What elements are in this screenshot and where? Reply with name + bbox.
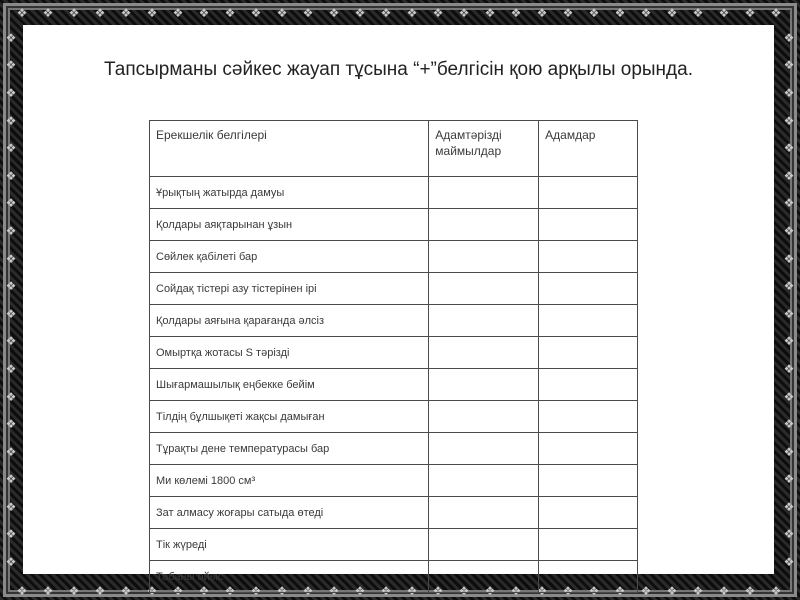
ornament-icon: ❖ — [783, 334, 795, 349]
ornament-icon: ❖ — [718, 584, 732, 598]
ornament-icon: ❖ — [5, 279, 17, 294]
ornament-icon: ❖ — [406, 584, 420, 598]
ornament-icon: ❖ — [172, 6, 186, 20]
ornament-icon: ❖ — [588, 6, 602, 20]
apes-answer-cell[interactable] — [429, 497, 539, 529]
ornament-icon: ❖ — [744, 6, 758, 20]
slide — [23, 25, 774, 583]
ornament-icon: ❖ — [146, 584, 160, 598]
ornament-icon: ❖ — [692, 6, 706, 20]
ornament-icon: ❖ — [5, 196, 17, 211]
table-row — [150, 241, 638, 273]
ornament-icon: ❖ — [783, 168, 795, 183]
ornament-icon: ❖ — [5, 251, 17, 266]
ornament-icon: ❖ — [5, 141, 17, 156]
table-row — [150, 465, 638, 497]
ornament-icon: ❖ — [5, 113, 17, 128]
ornament-icon: ❖ — [458, 6, 472, 20]
humans-answer-cell[interactable] — [539, 401, 638, 433]
ornament-icon: ❖ — [783, 361, 795, 376]
ornament-icon: ❖ — [250, 6, 264, 20]
ornament-icon: ❖ — [5, 472, 17, 487]
ornament-icon: ❖ — [5, 555, 17, 570]
ornament-icon: ❖ — [224, 6, 238, 20]
ornament-icon: ❖ — [692, 584, 706, 598]
apes-answer-cell[interactable] — [429, 273, 539, 305]
ornament-icon: ❖ — [640, 584, 654, 598]
feature-cell: Тік жүреді — [150, 529, 429, 561]
humans-answer-cell[interactable] — [539, 241, 638, 273]
feature-cell: Тілдің бұлшықеті жақсы дамыған — [150, 401, 429, 433]
humans-answer-cell[interactable] — [539, 273, 638, 305]
ornament-icon: ❖ — [68, 584, 82, 598]
ornament-icon: ❖ — [42, 6, 56, 20]
header-humans: Адамдар — [539, 121, 638, 177]
apes-answer-cell[interactable] — [429, 369, 539, 401]
ornament-icon: ❖ — [432, 584, 446, 598]
table-row — [150, 177, 638, 209]
ornament-icon: ❖ — [666, 584, 680, 598]
ornament-icon: ❖ — [783, 389, 795, 404]
table-header-row — [150, 121, 638, 177]
ornament-icon: ❖ — [68, 6, 82, 20]
ornament-icon: ❖ — [5, 85, 17, 100]
table-row — [150, 401, 638, 433]
ornament-icon: ❖ — [510, 584, 524, 598]
ornament-icon: ❖ — [783, 30, 795, 45]
ornament-icon: ❖ — [276, 584, 290, 598]
ornament-icon: ❖ — [640, 6, 654, 20]
humans-answer-cell[interactable] — [539, 337, 638, 369]
ornament-icon: ❖ — [120, 6, 134, 20]
ornament-icon: ❖ — [783, 113, 795, 128]
ornament-icon: ❖ — [783, 417, 795, 432]
ornament-icon: ❖ — [484, 6, 498, 20]
ornament-icon: ❖ — [172, 584, 186, 598]
ornament-icon: ❖ — [5, 306, 17, 321]
humans-answer-cell[interactable] — [539, 497, 638, 529]
apes-answer-cell[interactable] — [429, 561, 539, 593]
feature-cell: Табаны ойыс — [150, 561, 429, 593]
ornament-icon: ❖ — [5, 417, 17, 432]
ornament-icon: ❖ — [783, 499, 795, 514]
table-row — [150, 273, 638, 305]
table-row — [150, 337, 638, 369]
humans-answer-cell[interactable] — [539, 369, 638, 401]
ornament-icon: ❖ — [5, 444, 17, 459]
ornament-icon: ❖ — [5, 527, 17, 542]
table-row — [150, 369, 638, 401]
apes-answer-cell[interactable] — [429, 209, 539, 241]
ornament-icon: ❖ — [380, 6, 394, 20]
humans-answer-cell[interactable] — [539, 209, 638, 241]
ornament-icon: ❖ — [588, 584, 602, 598]
ornament-icon: ❖ — [718, 6, 732, 20]
ornament-icon: ❖ — [5, 499, 17, 514]
ornament-icon: ❖ — [276, 6, 290, 20]
ornament-icon: ❖ — [354, 584, 368, 598]
ornament-icon: ❖ — [198, 6, 212, 20]
header-apes: Адамтәрізді маймылдар — [429, 121, 539, 177]
ornament-icon: ❖ — [562, 584, 576, 598]
feature-cell: Қолдары аяғына қарағанда әлсіз — [150, 305, 429, 337]
ornament-icon: ❖ — [770, 584, 784, 598]
table-row — [150, 433, 638, 465]
ornament-icon: ❖ — [783, 141, 795, 156]
ornament-icon: ❖ — [510, 6, 524, 20]
ornament-icon: ❖ — [770, 6, 784, 20]
ornament-icon: ❖ — [302, 584, 316, 598]
ornament-icon: ❖ — [614, 584, 628, 598]
ornament-row-top — [10, 6, 790, 20]
feature-cell: Зат алмасу жоғары сатыда өтеді — [150, 497, 429, 529]
ornament-icon: ❖ — [146, 6, 160, 20]
ornament-icon: ❖ — [302, 6, 316, 20]
table-row — [150, 561, 638, 593]
ornament-icon: ❖ — [16, 6, 30, 20]
apes-answer-cell[interactable] — [429, 465, 539, 497]
ornament-icon: ❖ — [783, 472, 795, 487]
ornament-icon: ❖ — [16, 584, 30, 598]
ornament-icon: ❖ — [614, 6, 628, 20]
ornament-icon: ❖ — [783, 444, 795, 459]
ornament-icon: ❖ — [94, 584, 108, 598]
table-row — [150, 305, 638, 337]
ornament-column-right — [782, 24, 796, 576]
ornament-icon: ❖ — [328, 6, 342, 20]
apes-answer-cell[interactable] — [429, 305, 539, 337]
ornament-icon: ❖ — [783, 58, 795, 73]
feature-cell: Сөйлек қабілеті бар — [150, 241, 429, 273]
ornament-icon: ❖ — [406, 6, 420, 20]
humans-answer-cell[interactable] — [539, 465, 638, 497]
ornament-icon: ❖ — [458, 584, 472, 598]
ornament-icon: ❖ — [354, 6, 368, 20]
ornament-icon: ❖ — [120, 584, 134, 598]
ornament-icon: ❖ — [783, 279, 795, 294]
feature-cell: Сойдақ тістері азу тістерінен ірі — [150, 273, 429, 305]
ornament-icon: ❖ — [783, 85, 795, 100]
table-row — [150, 209, 638, 241]
feature-cell: Ми көлемі 1800 см³ — [150, 465, 429, 497]
ornament-icon: ❖ — [666, 6, 680, 20]
humans-answer-cell[interactable] — [539, 529, 638, 561]
ornament-icon: ❖ — [5, 334, 17, 349]
ornament-icon: ❖ — [783, 223, 795, 238]
ornament-icon: ❖ — [783, 555, 795, 570]
ornament-icon: ❖ — [380, 584, 394, 598]
ornament-icon: ❖ — [5, 58, 17, 73]
ornament-icon: ❖ — [744, 584, 758, 598]
feature-cell: Ұрықтың жатырда дамуы — [150, 177, 429, 209]
ornament-icon: ❖ — [5, 223, 17, 238]
ornament-icon: ❖ — [562, 6, 576, 20]
feature-cell: Қолдары аяқтарынан ұзын — [150, 209, 429, 241]
ornament-column-left — [4, 24, 18, 576]
feature-cell: Омыртқа жотасы S тәрізді — [150, 337, 429, 369]
slide-title: Тапсырманы сәйкес жауап тұсына “+”белгісін қою арқылы орында. — [104, 59, 693, 80]
ornament-icon: ❖ — [42, 584, 56, 598]
humans-answer-cell[interactable] — [539, 177, 638, 209]
humans-answer-cell[interactable] — [539, 561, 638, 593]
feature-cell: Тұрақты дене температурасы бар — [150, 433, 429, 465]
humans-answer-cell[interactable] — [539, 433, 638, 465]
ornament-icon: ❖ — [5, 361, 17, 376]
ornament-icon: ❖ — [5, 168, 17, 183]
feature-cell: Шығармашылық еңбекке бейім — [150, 369, 429, 401]
ornament-icon: ❖ — [250, 584, 264, 598]
ornament-icon: ❖ — [536, 6, 550, 20]
ornament-icon: ❖ — [5, 30, 17, 45]
ornament-icon: ❖ — [783, 251, 795, 266]
table-row — [150, 497, 638, 529]
ornament-icon: ❖ — [484, 584, 498, 598]
ornament-icon: ❖ — [224, 584, 238, 598]
comparison-table — [149, 120, 638, 593]
ornament-icon: ❖ — [783, 196, 795, 211]
ornament-icon: ❖ — [783, 527, 795, 542]
apes-answer-cell[interactable] — [429, 337, 539, 369]
ornament-icon: ❖ — [94, 6, 108, 20]
ornament-icon: ❖ — [783, 306, 795, 321]
ornament-icon: ❖ — [5, 389, 17, 404]
ornament-icon: ❖ — [198, 584, 212, 598]
ornament-icon: ❖ — [536, 584, 550, 598]
apes-answer-cell[interactable] — [429, 433, 539, 465]
apes-answer-cell[interactable] — [429, 177, 539, 209]
apes-answer-cell[interactable] — [429, 401, 539, 433]
ornament-icon: ❖ — [328, 584, 342, 598]
humans-answer-cell[interactable] — [539, 305, 638, 337]
table-row — [150, 529, 638, 561]
table-body — [150, 177, 638, 593]
ornament-icon: ❖ — [432, 6, 446, 20]
apes-answer-cell[interactable] — [429, 241, 539, 273]
apes-answer-cell[interactable] — [429, 529, 539, 561]
header-features: Ерекшелік белгілері — [150, 121, 429, 177]
